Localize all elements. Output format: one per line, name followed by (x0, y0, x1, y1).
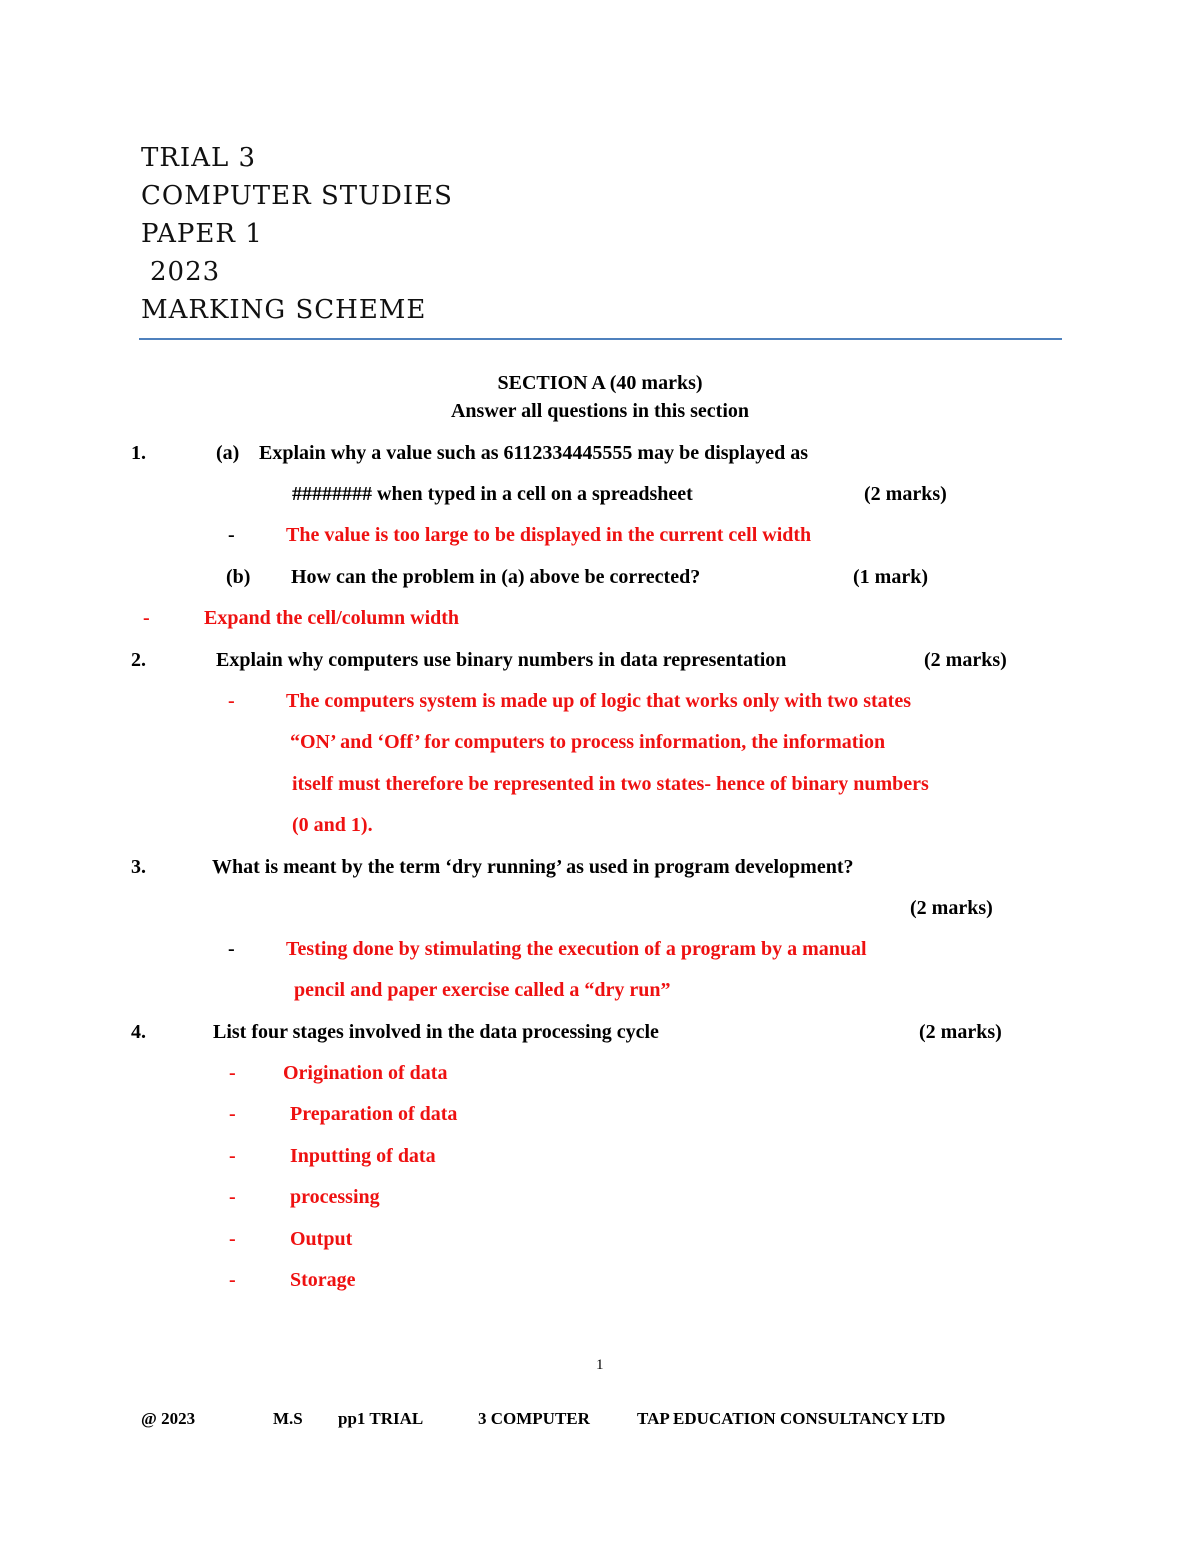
footer-company: TAP EDUCATION CONSULTANCY LTD (637, 1409, 946, 1428)
q2-answer-line1: The computers system is made up of logic that works only with two states (286, 690, 911, 712)
q4-dash: - (229, 1269, 236, 1291)
header-subject: COMPUTER STUDIES (141, 181, 453, 211)
q4-dash: - (229, 1103, 236, 1125)
q1-b-text: How can the problem in (a) above be corrected? (291, 566, 701, 588)
q3-marks: (2 marks) (910, 897, 993, 919)
q3-text: What is meant by the term ‘dry running’ as used in program development? (212, 856, 854, 878)
q1-b-label: (b) (226, 566, 251, 588)
q4-answer-item: processing (290, 1186, 380, 1208)
q3-answer-line1: Testing done by stimulating the execution of a program by a manual (286, 938, 867, 960)
q4-dash: - (229, 1062, 236, 1084)
q1-number: 1. (131, 442, 146, 464)
header-paper: PAPER 1 (141, 219, 263, 249)
q2-answer-line3: itself must therefore be represented in two states- hence of binary numbers (292, 773, 929, 795)
q1-a-answer: The value is too large to be displayed in the current cell width (286, 524, 812, 546)
q3-dash: - (228, 938, 235, 960)
q4-marks: (2 marks) (919, 1021, 1002, 1043)
q4-number: 4. (131, 1021, 146, 1043)
q3-number: 3. (131, 856, 146, 878)
q4-answer-item: Inputting of data (290, 1145, 436, 1167)
q2-answer-line2: “ON’ and ‘Off’ for computers to process information, the information (290, 731, 886, 753)
q1-a-text-line2: ######## when typed in a cell on a spreadsheet (292, 483, 693, 505)
footer-pp1-trial: pp1 TRIAL (338, 1409, 424, 1428)
q4-answer-item: Storage (290, 1269, 356, 1291)
q1-b-marks: (1 mark) (853, 566, 928, 588)
header-year: 2023 (150, 257, 221, 287)
section-instruction: Answer all questions in this section (450, 400, 749, 422)
header-marking-scheme: MARKING SCHEME (141, 295, 427, 325)
q1-a-marks: (2 marks) (864, 483, 947, 505)
q4-text: List four stages involved in the data processing cycle (213, 1021, 659, 1043)
section-title: SECTION A (40 marks) (497, 372, 703, 394)
q4-dash: - (229, 1228, 236, 1250)
page-number: 1 (596, 1357, 604, 1373)
header-divider (139, 338, 1062, 340)
header-trial: TRIAL 3 (141, 143, 257, 173)
q1-b-dash: - (143, 607, 150, 629)
footer-ms: M.S (273, 1409, 303, 1428)
q2-dash: - (228, 690, 235, 712)
q1-b-answer: Expand the cell/column width (204, 607, 460, 629)
q1-a-text-line1: Explain why a value such as 6112334445555 may be displayed as (259, 442, 808, 464)
q1-a-label: (a) (216, 442, 240, 464)
q2-text: Explain why computers use binary numbers in data representation (216, 649, 787, 671)
q1-a-dash: - (228, 524, 235, 546)
q2-marks: (2 marks) (924, 649, 1007, 671)
q2-number: 2. (131, 649, 146, 671)
footer-subject: 3 COMPUTER (478, 1409, 590, 1428)
q4-answer-item: Preparation of data (290, 1103, 458, 1125)
q4-answer-item: Origination of data (283, 1062, 448, 1084)
q4-dash: - (229, 1186, 236, 1208)
q2-answer-line4: (0 and 1). (292, 814, 373, 836)
footer-copyright: @ 2023 (141, 1409, 196, 1428)
q4-answer-item: Output (290, 1228, 353, 1250)
q3-answer-line2: pencil and paper exercise called a “dry run” (294, 979, 671, 1001)
q4-dash: - (229, 1145, 236, 1167)
